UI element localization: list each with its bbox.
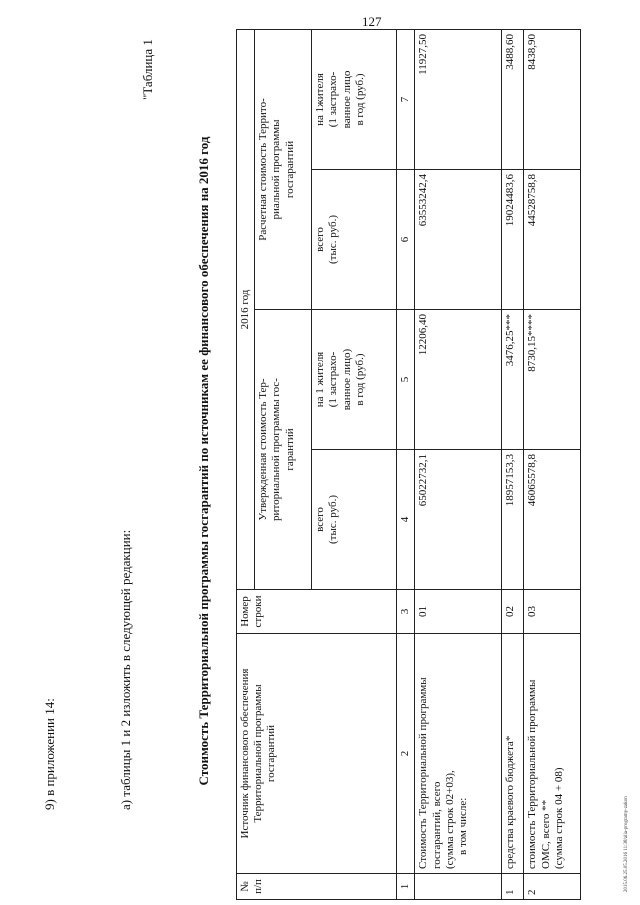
row-calc-per-capita: 8438,90 <box>524 29 581 169</box>
row-calc-total: 19024483,6 <box>502 170 524 310</box>
col-number: 5 <box>397 310 415 450</box>
col-number: 4 <box>397 450 415 590</box>
header-calc-total: всего (тыс. руб.) <box>312 170 397 310</box>
col-number: 1 <box>397 874 415 900</box>
row-approved-per-capita: 8730,15**** <box>524 310 581 450</box>
row-approved-total: 65022732,1 <box>415 450 502 590</box>
table-row <box>502 29 524 899</box>
row-approved-total: 46065578,8 <box>524 450 581 590</box>
side-stamp: 2015.06.25.05.2016 11:38/alia-programy-zakon <box>624 796 629 892</box>
row-calc-total: 44528758,8 <box>524 170 581 310</box>
row-source: Стоимость Территориальной программы госгарантий, всего (сумма строк 02+03), в том числе: <box>415 634 502 874</box>
header-calc-per-capita: на 1жителя (1 застрахо- ванное лицо в год (руб.) <box>312 29 397 169</box>
row-code: 01 <box>415 590 502 634</box>
row-num <box>415 874 502 900</box>
row-approved-per-capita: 3476,25*** <box>502 310 524 450</box>
header-approved: Утвержденная стоимость Тер- риториальной программы гос- гарантий <box>255 310 312 590</box>
header-source: Источник финансового обеспечения Территориальной программы госгарантий <box>237 634 397 874</box>
table-label: "Таблица 1 <box>140 39 155 100</box>
header-approved-per-capita: на 1 жителя (1 застрахо- ванное лицо) в год (руб.) <box>312 310 397 450</box>
row-calc-total: 63553242,4 <box>415 170 502 310</box>
table-title: Стоимость Территориальной программы госгарантий по источникам ее финансового обеспечения на 2016 год <box>196 136 211 786</box>
intro-item: 9) в приложении 14: <box>42 698 57 810</box>
table-row <box>524 29 581 899</box>
col-number: 6 <box>397 170 415 310</box>
header-year: 2016 год <box>237 29 255 589</box>
row-approved-total: 18957153,3 <box>502 450 524 590</box>
row-source: стоимость Территориальной программы ОМС, всего ** (сумма строк 04 + 08) <box>524 634 581 874</box>
page-number: 127 <box>362 14 382 29</box>
intro-subitem: а) таблицы 1 и 2 изложить в следующей редакции: <box>118 529 133 810</box>
header-row-code: Номер строки <box>237 590 397 634</box>
funding-table <box>236 29 581 900</box>
column-number-row <box>397 29 415 899</box>
row-source: средства краевого бюджета* <box>502 634 524 874</box>
row-calc-per-capita: 11927,50 <box>415 29 502 169</box>
col-number: 3 <box>397 590 415 634</box>
col-number: 7 <box>397 29 415 169</box>
table-row <box>415 29 502 899</box>
row-code: 03 <box>524 590 581 634</box>
header-num: № п/п <box>237 874 397 900</box>
row-num: 2 <box>524 874 581 900</box>
col-number: 2 <box>397 634 415 874</box>
row-code: 02 <box>502 590 524 634</box>
header-approved-total: всего (тыс. руб.) <box>312 450 397 590</box>
row-approved-per-capita: 12206,40 <box>415 310 502 450</box>
row-calc-per-capita: 3488,60 <box>502 29 524 169</box>
header-calculated: Расчетная стоимость Террито- риальной программы госгарантий <box>255 29 312 309</box>
row-num: 1 <box>502 874 524 900</box>
